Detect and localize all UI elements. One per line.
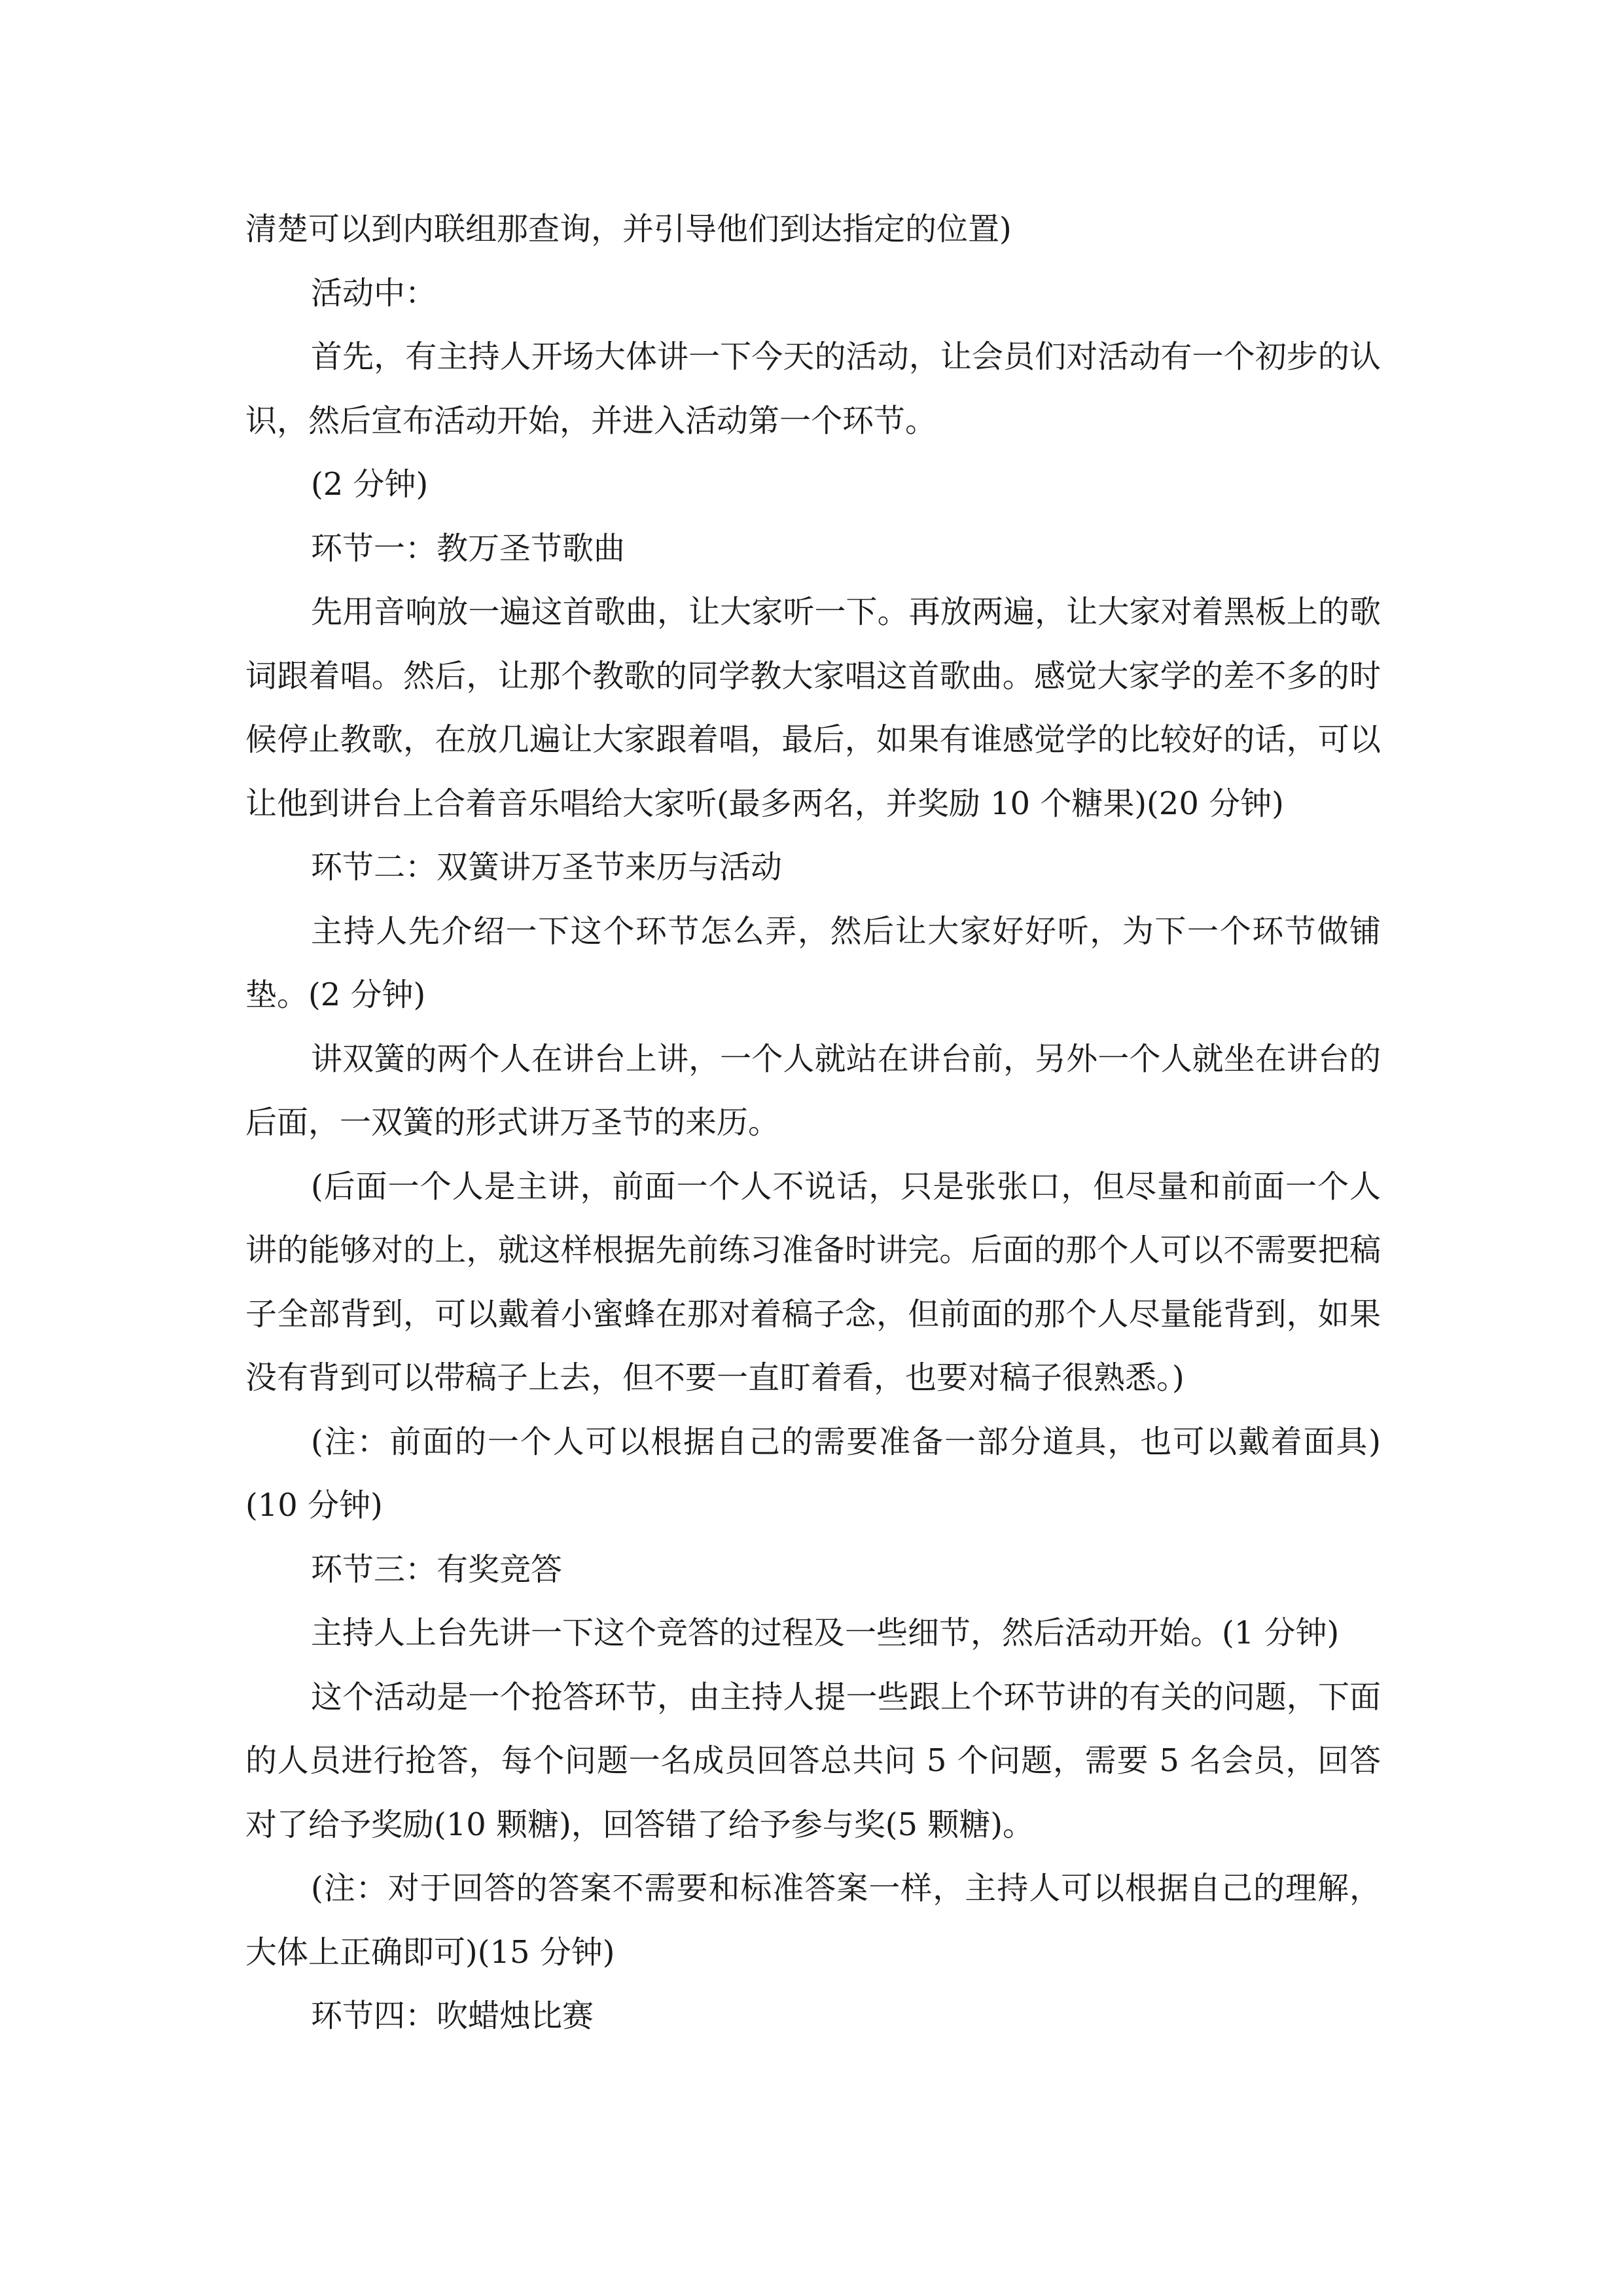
paragraph-opening: 首先，有主持人开场大体讲一下今天的活动，让会员们对活动有一个初步的认识，然后宣布活动开始，并进入活动第一个环节。 xyxy=(245,338,1381,439)
paragraph-section-three-body: 这个活动是一个抢答环节，由主持人提一些跟上个环节讲的有关的问题，下面的人员进行抢答，每个问题一名成员回答总共问 5 个问题，需要 5 名会员，回答对了给予奖励(10 颗糖)，回答错了给予参与奖(5 颗糖)。 xyxy=(245,1678,1381,1843)
heading-section-four: 环节四：吹蜡烛比赛 xyxy=(311,1998,594,2034)
document-body xyxy=(245,198,1381,2049)
paragraph-opening-duration: (2 分钟) xyxy=(311,466,429,503)
paragraph-location-note: 清楚可以到内联组那查询，并引导他们到达指定的位置) xyxy=(245,211,1012,247)
paragraph-section-two-body: 讲双簧的两个人在讲台上讲，一个人就站在讲台前，另外一个人就坐在讲台的后面，一双簧的形式讲万圣节的来历。 xyxy=(245,1040,1381,1141)
heading-section-two: 环节二：双簧讲万圣节来历与活动 xyxy=(311,849,783,886)
paragraph-section-three-note: (注：对于回答的答案不需要和标准答案一样，主持人可以根据自己的理解，大体上正确即可)(15 分钟) xyxy=(245,1870,1381,1971)
paragraph-section-three-intro: 主持人上台先讲一下这个竞答的过程及一些细节，然后活动开始。(1 分钟) xyxy=(311,1615,1340,1651)
paragraph-section-one-body: 先用音响放一遍这首歌曲，让大家听一下。再放两遍，让大家对着黑板上的歌词跟着唱。然后，让那个教歌的同学教大家唱这首歌曲。感觉大家学的差不多的时候停止教歌，在放几遍让大家跟着唱，最后，如果有谁感觉学的比较好的话，可以让他到讲台上合着音乐唱给大家听(最多两名，并奖励 10 个糖果)(20 分钟) xyxy=(245,594,1381,822)
paragraph-section-two-intro: 主持人先介绍一下这个环节怎么弄，然后让大家好好听，为下一个环节做铺垫。(2 分钟) xyxy=(245,912,1381,1013)
heading-section-three: 环节三：有奖竞答 xyxy=(311,1551,563,1588)
paragraph-section-two-detail: (后面一个人是主讲，前面一个人不说话，只是张张口，但尽量和前面一个人讲的能够对的上，就这样根据先前练习准备时讲完。后面的那个人可以不需要把稿子全部背到，可以戴着小蜜蜂在那对着稿子念，但前面的那个人尽量能背到，如果没有背到可以带稿子上去，但不要一直盯着看，也要对稿子很熟悉。) xyxy=(245,1168,1381,1396)
paragraph-section-two-note: (注：前面的一个人可以根据自己的需要准备一部分道具，也可以戴着面具)(10 分钟) xyxy=(245,1423,1381,1524)
heading-section-one: 环节一：教万圣节歌曲 xyxy=(311,529,626,567)
heading-during-activity: 活动中： xyxy=(311,274,437,312)
